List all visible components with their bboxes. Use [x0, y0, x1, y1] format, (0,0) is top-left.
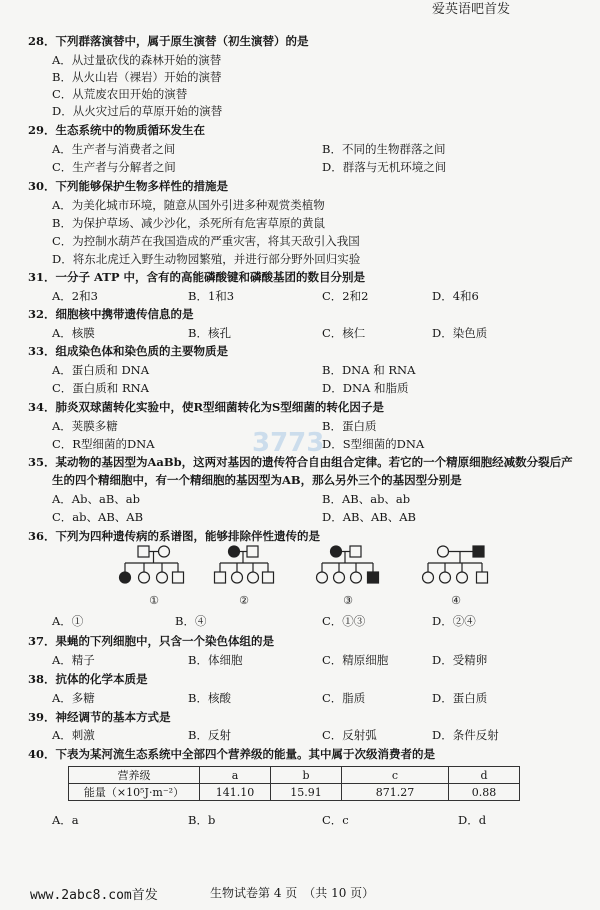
q34-option-d: D．S型细菌的DNA: [322, 437, 425, 451]
footer-site-mark: www.2abc8.com首发: [30, 888, 158, 903]
q39-option-c: C．反射弧: [322, 728, 377, 742]
q34-option-c: C．R型细菌的DNA: [52, 437, 155, 451]
q38-option-c: C．脂质: [322, 691, 366, 705]
q40-option-a: A．a: [52, 813, 79, 827]
q28-option-c: C．从荒废农田开始的演替: [52, 87, 188, 101]
q36-option-b: B．④: [175, 614, 207, 628]
energy-table-data-row: [69, 784, 520, 801]
q31-option-b: B．1和3: [188, 289, 235, 303]
table-header-cell: 营养级: [69, 767, 200, 784]
table-cell: 871.27: [342, 784, 449, 801]
q37-option-c: C．精原细胞: [322, 653, 389, 667]
q29-option-d: D．群落与无机环境之间: [322, 160, 447, 174]
table-cell: 0.88: [449, 784, 520, 801]
q37-option-d: D．受精卵: [432, 653, 488, 667]
q35-option-a: A．Ab、aB、ab: [52, 492, 140, 506]
midpage-watermark: 3773: [252, 428, 325, 458]
q29-option-a: A．生产者与消费者之间: [52, 142, 176, 156]
question-39-stem: 39．神经调节的基本方式是: [28, 710, 171, 724]
q28-option-d: D．从火灾过后的草原开始的演替: [52, 104, 223, 118]
question-40-stem: 40．下表为某河流生态系统中全部四个营养级的能量。其中属于次级消费者的是: [28, 747, 435, 761]
energy-table-header-row: [69, 767, 520, 784]
q33-option-c: C．蛋白质和 RNA: [52, 381, 149, 395]
question-38-stem: 38．抗体的化学本质是: [28, 672, 148, 686]
q31-option-a: A．2和3: [52, 289, 98, 303]
question-37-stem: 37．果蝇的下列细胞中，只含一个染色体组的是: [28, 634, 275, 648]
q31-option-c: C．2和2: [322, 289, 369, 303]
q33-option-a: A．蛋白质和 DNA: [52, 363, 150, 377]
q36-option-a: A．①: [52, 614, 84, 628]
q30-option-b: B．为保护草场、减少沙化，杀死所有危害草原的黄鼠: [52, 216, 325, 230]
q32-option-a: A．核膜: [52, 326, 95, 340]
q40-option-b: B．b: [188, 813, 216, 827]
question-29-stem: 29．生态系统中的物质循环发生在: [28, 123, 206, 137]
q30-option-c: C．为控制水葫芦在我国造成的严重灾害，将其天敌引入我国: [52, 234, 360, 248]
energy-table: [68, 766, 520, 801]
question-35-stem-cont: 生的四个精细胞中，有一个精细胞的基因型为AB，那么另外三个的基因型分别是: [52, 473, 462, 487]
q38-option-b: B．核酸: [188, 691, 231, 705]
question-35-stem: 35．某动物的基因型为AaBb，这两对基因的遗传符合自由组合定律。若它的一个精原细胞经减数分裂后产: [28, 455, 573, 469]
pedigree-figure: [110, 542, 510, 610]
question-28-stem: 28．下列群落演替中，属于原生演替（初生演替）的是: [28, 34, 309, 48]
q35-option-b: B．AB、ab、ab: [322, 492, 411, 506]
pedigree-label-4: ④: [451, 594, 461, 607]
pedigree-label-3: ③: [343, 594, 353, 607]
q39-option-a: A．刺激: [52, 728, 95, 742]
q40-option-d: D．d: [458, 813, 487, 827]
q38-option-d: D．蛋白质: [432, 691, 488, 705]
table-header-cell: d: [449, 767, 520, 784]
q37-option-b: B．体细胞: [188, 653, 243, 667]
q35-option-d: D．AB、AB、AB: [322, 510, 416, 524]
table-cell: 能量（×10⁵J·m⁻²）: [69, 784, 200, 801]
pedigree-3: [317, 546, 379, 583]
q32-option-b: B．核孔: [188, 326, 231, 340]
q39-option-d: D．条件反射: [432, 728, 499, 742]
top-watermark: 爱英语吧首发: [432, 2, 511, 17]
pedigree-label-2: ②: [239, 594, 249, 607]
q40-option-c: C．c: [322, 813, 349, 827]
q31-option-d: D．4和6: [432, 289, 479, 303]
q29-option-b: B．不同的生物群落之间: [322, 142, 446, 156]
table-header-cell: a: [200, 767, 271, 784]
q38-option-a: A．多糖: [52, 691, 95, 705]
q39-option-b: B．反射: [188, 728, 231, 742]
q28-option-a: A．从过量砍伐的森林开始的演替: [52, 53, 222, 67]
question-31-stem: 31．一分子 ATP 中，含有的高能磷酸键和磷酸基团的数目分别是: [28, 270, 366, 284]
q34-option-a: A．荚膜多糖: [52, 419, 118, 433]
table-cell: 141.10: [200, 784, 271, 801]
q36-option-d: D．②④: [432, 614, 476, 628]
q28-option-b: B．从火山岩（裸岩）开始的演替: [52, 70, 222, 84]
table-header-cell: b: [271, 767, 342, 784]
q35-option-c: C．ab、AB、AB: [52, 510, 144, 524]
q32-option-c: C．核仁: [322, 326, 366, 340]
q36-option-c: C．①③: [322, 614, 366, 628]
question-33-stem: 33．组成染色体和染色质的主要物质是: [28, 344, 229, 358]
question-32-stem: 32．细胞核中携带遗传信息的是: [28, 307, 194, 321]
q32-option-d: D．染色质: [432, 326, 488, 340]
q29-option-c: C．生产者与分解者之间: [52, 160, 176, 174]
page-number: 生物试卷第 4 页 （共 10 页）: [210, 886, 375, 900]
q37-option-a: A．精子: [52, 653, 95, 667]
pedigree-2: [215, 546, 274, 583]
question-36-stem: 36．下列为四种遗传病的系谱图，能够排除伴性遗传的是: [28, 529, 321, 543]
table-cell: 15.91: [271, 784, 342, 801]
table-header-cell: c: [342, 767, 449, 784]
pedigree-label-1: ①: [149, 594, 159, 607]
q33-option-b: B．DNA 和 RNA: [322, 363, 416, 377]
q34-option-b: B．蛋白质: [322, 419, 377, 433]
question-30-stem: 30．下列能够保护生物多样性的措施是: [28, 179, 229, 193]
q30-option-a: A．为美化城市环境，随意从国外引进多种观赏类植物: [52, 198, 325, 212]
pedigree-4: [423, 546, 488, 583]
pedigree-1: [120, 546, 184, 583]
q33-option-d: D．DNA 和脂质: [322, 381, 409, 395]
q30-option-d: D．将东北虎迁入野生动物园繁殖，并进行部分野外回归实验: [52, 252, 361, 266]
question-34-stem: 34．肺炎双球菌转化实验中，使R型细菌转化为S型细菌的转化因子是: [28, 400, 384, 414]
